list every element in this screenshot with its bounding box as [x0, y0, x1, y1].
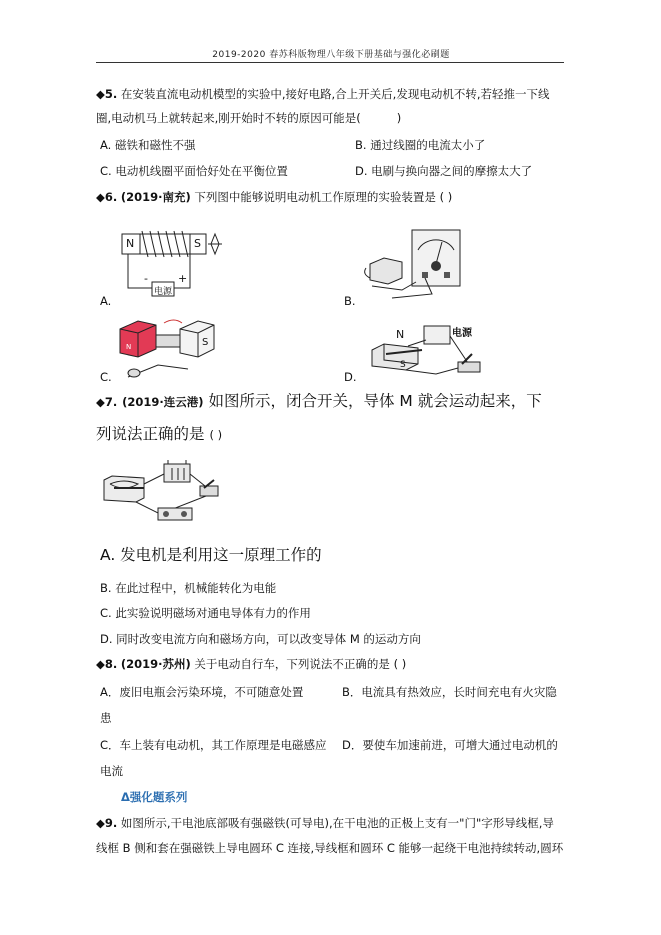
q7-figure-circuit	[100, 458, 225, 530]
q6-figd-north-label: N	[396, 328, 405, 341]
section-title-strengthen: Δ强化题系列	[121, 790, 188, 804]
q6-figure-d-rail-motor	[366, 320, 486, 382]
q5-text-line2: 圈,电动机马上就转起来,刚开始时不转的原因可能是(	[96, 111, 361, 125]
q7-option-a: A. 发电机是利用这一原理工作的	[100, 546, 322, 564]
q7-line2	[96, 424, 222, 445]
q6-figa-north-label: N	[126, 237, 135, 250]
q8-option-d-line1: D．要使车加速前进，可增大通过电动机的	[342, 738, 558, 752]
q6-text: 下列图中能够说明电动机工作原理的实验装置是	[194, 190, 436, 204]
q8-option-a: A．废旧电瓶会污染环境，不可随意处置	[100, 685, 304, 699]
q6-figa-south-label: S	[194, 237, 201, 250]
q6-label-d: D.	[344, 370, 357, 384]
q6-figure-b-galvanometer	[362, 228, 467, 300]
q8-option-b-line2: 患	[100, 711, 112, 725]
q7-text-line2: 列说法正确的是	[96, 425, 205, 443]
q7-option-d: D. 同时改变电流方向和磁场方向，可以改变导体 M 的运动方向	[100, 632, 421, 646]
q7-number: ◆7.	[96, 395, 118, 409]
q7-option-b: B. 在此过程中，机械能转化为电能	[100, 581, 277, 595]
q5-blank-close: )	[396, 111, 402, 125]
q5-option-d: D. 电刷与换向器之间的摩擦太大了	[355, 164, 533, 178]
q7-text-line1: 如图所示，闭合开关，导体 M 就会运动起来，下	[208, 392, 542, 410]
q6-figure-a-electromagnet	[118, 226, 230, 304]
q9-number: ◆9.	[96, 816, 118, 830]
q6-blank: ( )	[439, 190, 453, 204]
q8-option-b-line1: B．电流具有热效应，长时间充电有火灾隐	[342, 685, 557, 699]
q7-line1	[96, 391, 542, 412]
q8-stem	[96, 656, 406, 672]
q5-line1	[96, 86, 550, 102]
q6-figc-north-label: N	[126, 343, 132, 351]
q5-option-c: C. 电动机线圈平面恰好处在平衡位置	[100, 164, 288, 178]
q6-label-a: A.	[100, 294, 112, 308]
q6-figa-plus-label: +	[178, 272, 188, 285]
q7-source: (2019·连云港)	[122, 395, 204, 409]
q6-stem	[96, 189, 452, 205]
q6-figd-south-label: S	[400, 360, 406, 370]
q6-figc-south-label: S	[202, 337, 209, 348]
q5-option-b: B. 通过线圈的电流太小了	[355, 138, 486, 152]
q6-figa-minus-label: -	[144, 272, 148, 285]
q8-number: ◆8.	[96, 657, 118, 671]
q8-text: 关于电动自行车，下列说法不正确的是	[194, 657, 390, 671]
q5-number: ◆5.	[96, 87, 118, 101]
q6-figure-c-magnet-coil	[118, 315, 218, 381]
q6-figd-source-label: 电源	[452, 328, 472, 339]
q9-text-line1: 如图所示,干电池底部吸有强磁铁(可导电),在干电池的正极上支有一"门"字形导线框,导	[120, 816, 554, 830]
q6-label-c: C.	[100, 370, 112, 384]
q5-line2	[96, 110, 401, 126]
q6-figa-source-label: 电源	[154, 287, 173, 297]
q8-source: (2019·苏州)	[120, 657, 191, 671]
q9-line1	[96, 815, 554, 831]
q6-label-b: B.	[344, 294, 356, 308]
q6-number: ◆6.	[96, 190, 118, 204]
q5-option-a: A. 磁铁和磁性不强	[100, 138, 196, 152]
q9-line2: 线框 B 侧和套在强磁铁上导电圆环 C 连接,导线框和圆环 C 能够一起绕干电池持续转动,圆环	[96, 841, 564, 855]
q8-option-d-line2: 电流	[100, 764, 123, 778]
q7-option-c: C. 此实验说明磁场对通电导体有力的作用	[100, 606, 311, 620]
q7-blank: ( )	[209, 428, 223, 442]
q5-text-line1: 在安装直流电动机模型的实验中,接好电路,合上开关后,发现电动机不转,若轻推一下线	[120, 87, 550, 101]
page-header: 2019-2020 春苏科版物理八年级下册基础与强化必刷题	[212, 50, 450, 60]
header-divider	[96, 62, 564, 63]
q8-option-c: C．车上装有电动机，其工作原理是电磁感应	[100, 738, 327, 752]
q6-source: (2019·南充)	[120, 190, 191, 204]
q8-blank: ( )	[393, 657, 407, 671]
